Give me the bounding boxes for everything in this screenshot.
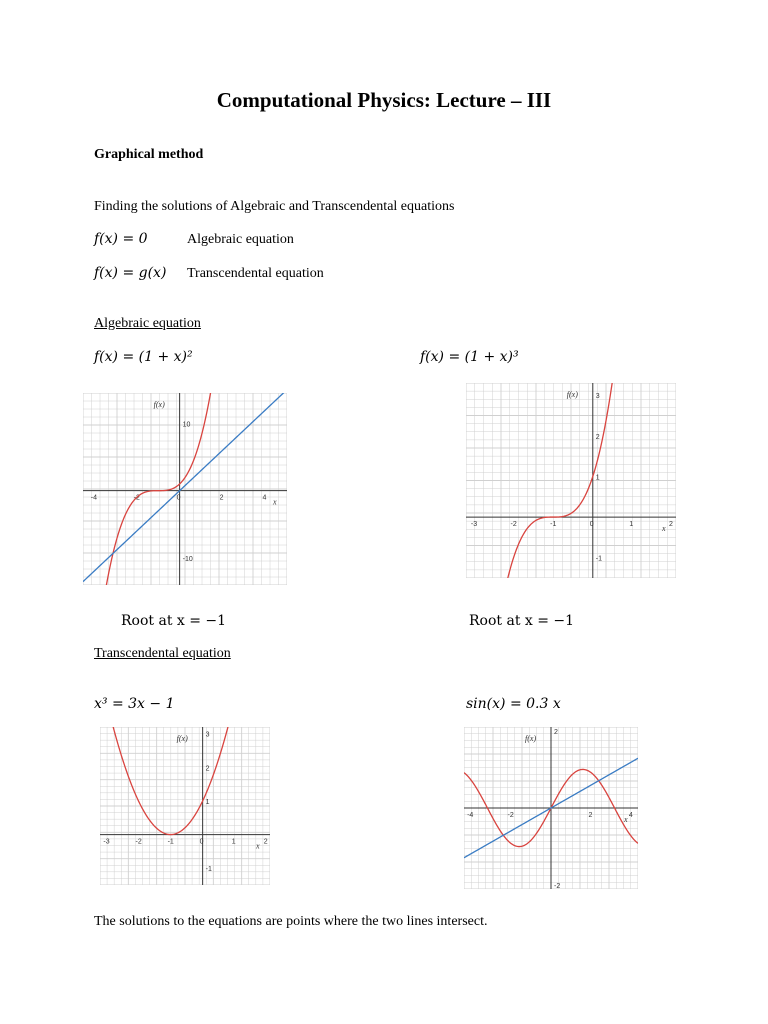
transcendental-left-equation: x³ = 3x − 1 — [94, 696, 175, 712]
x-tick-label: -3 — [470, 521, 478, 529]
x-tick-label: -3 — [103, 838, 110, 846]
y-axis-label: f(x) — [176, 734, 188, 743]
x-tick-label: 2 — [263, 838, 268, 846]
transcendental-right-equation: sin(x) = 0.3 x — [466, 696, 561, 712]
x-tick-label: -2 — [133, 494, 140, 502]
equation-algebraic-math: f(x) = 0 — [94, 231, 148, 247]
x-tick-label: 1 — [629, 521, 634, 529]
graph-4 — [464, 727, 638, 889]
algebraic-left-equation: f(x) = (1 + x)² — [94, 349, 193, 365]
x-axis-label: x — [662, 524, 666, 534]
x-tick-label: 0 — [199, 838, 204, 846]
intro-text: Finding the solutions of Algebraic and Transcendental equations — [94, 199, 455, 214]
y-tick-label: 2 — [554, 728, 558, 736]
x-tick-label: -1 — [550, 521, 557, 529]
conclusion-text: The solutions to the equations are points where the two lines intersect. — [94, 914, 488, 929]
graph-1-svg — [83, 393, 287, 585]
y-tick-label: 2 — [205, 765, 210, 773]
x-axis-label: x — [624, 815, 628, 824]
equation-transcendental-math: f(x) = g(x) — [94, 265, 167, 281]
algebraic-heading: Algebraic equation — [94, 316, 201, 331]
x-tick-label: -1 — [167, 838, 174, 846]
x-tick-label: 4 — [628, 812, 633, 819]
y-axis-label: f(x) — [566, 390, 578, 399]
graph-2 — [466, 383, 676, 578]
x-tick-label: -2 — [510, 521, 517, 529]
y-tick-label: 3 — [595, 393, 600, 401]
root-left-text: Root at x = −1 — [121, 613, 227, 629]
y-tick-label: -10 — [182, 556, 193, 564]
x-tick-label: 2 — [588, 812, 593, 819]
section-heading-graphical: Graphical method — [94, 147, 204, 162]
y-tick-label: 10 — [182, 421, 191, 429]
y-axis-label: f(x) — [153, 400, 165, 409]
y-axis-label: f(x) — [525, 734, 537, 743]
x-tick-label: 0 — [589, 521, 594, 529]
x-tick-label: -2 — [135, 838, 142, 846]
x-tick-label: 0 — [176, 494, 181, 502]
root-right-text: Root at x = −1 — [469, 613, 575, 629]
y-tick-label: 1 — [595, 474, 600, 482]
x-tick-label: -2 — [507, 812, 514, 819]
x-axis-label: x — [273, 497, 277, 507]
graph-4-svg — [464, 727, 638, 889]
x-axis-label: x — [256, 841, 260, 851]
graph-3 — [100, 727, 270, 885]
x-tick-label: 2 — [219, 494, 224, 502]
y-tick-label: 2 — [595, 433, 600, 441]
page-title: Computational Physics: Lecture – III — [216, 88, 552, 112]
equation-algebraic-label: Algebraic equation — [187, 232, 294, 247]
y-tick-label: 3 — [205, 731, 210, 739]
graph-1 — [83, 393, 287, 585]
y-tick-label: -1 — [595, 555, 603, 563]
x-tick-label: -4 — [467, 812, 474, 819]
graph-3-svg — [100, 727, 270, 885]
x-tick-label: 1 — [231, 838, 236, 846]
series-line-0 — [109, 727, 233, 835]
y-tick-label: -1 — [205, 866, 212, 874]
x-tick-label: 2 — [669, 521, 673, 529]
y-tick-label: -2 — [554, 883, 561, 889]
algebraic-right-equation: f(x) = (1 + x)³ — [420, 349, 519, 365]
y-tick-label: 1 — [205, 798, 210, 806]
equation-transcendental-label: Transcendental equation — [187, 266, 324, 281]
graph-2-svg — [466, 383, 676, 578]
transcendental-heading: Transcendental equation — [94, 646, 231, 661]
x-tick-label: 4 — [262, 494, 267, 502]
x-tick-label: -4 — [90, 494, 97, 502]
